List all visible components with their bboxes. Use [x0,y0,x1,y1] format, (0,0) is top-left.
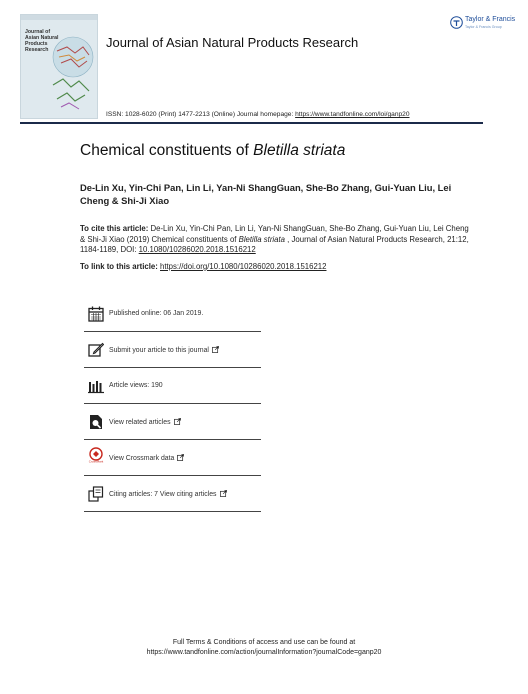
footer-terms-text: Full Terms & Conditions of access and use can be found at [172,639,356,646]
submit-article-link[interactable] [109,346,219,354]
external-link-icon [212,346,219,353]
publisher-name: Taylor & Francis [465,16,516,23]
submit-article-label: Submit your article to this journal [109,347,209,354]
header-rule [20,122,483,124]
submit-article-row[interactable] [84,332,261,368]
search-doc-icon [88,414,104,430]
related-articles-label: View related articles [109,419,171,426]
cover-title: Journal of Asian Natural Products Research [25,29,59,53]
cover-top-bar [21,15,97,20]
publisher-subname: Taylor & Francis Group [465,25,502,29]
citation-doi-link[interactable]: 10.1080/10286020.2018.1516212 [138,245,256,255]
external-link-icon [220,490,227,497]
citing-articles-link[interactable] [109,490,227,498]
journal-cover-image [20,14,98,119]
citing-articles-row[interactable] [84,476,261,512]
crossmark-link[interactable] [109,454,184,462]
citing-articles-label: Citing articles: 7 View citing articles [109,491,217,498]
article-views-label: Article views: 190 [109,382,163,389]
journal-title: Journal of Asian Natural Products Research [106,35,359,50]
external-link-icon [177,454,184,461]
journal-homepage-link[interactable]: https://www.tandfonline.com/loi/ganp20 [295,111,410,118]
related-articles-link[interactable] [109,418,181,426]
citation-species: Bletilla striata [238,234,285,244]
article-doi-link[interactable]: https://doi.org/10.1080/10286020.2018.1516212 [160,262,327,271]
publisher-emblem-icon [450,16,463,29]
row-divider [84,511,261,512]
issn-text: ISSN: 1028-6020 (Print) 1477-2213 (Online) Journal homepage: [106,111,296,118]
published-online-row [84,296,261,332]
article-link-line [80,262,326,271]
cover-molecule-art [49,29,95,115]
article-views-row [84,368,261,404]
crossmark-label: CrossMark [88,459,104,464]
edit-icon [88,342,104,358]
publisher-logo[interactable] [450,14,514,36]
article-title-main: Chemical constituents of [80,142,254,159]
issn-line [106,111,410,118]
article-link-label: To link to this article: [80,262,160,271]
copy-icon [88,486,104,502]
citation-label: To cite this article: [80,224,149,233]
related-articles-row[interactable] [84,404,261,440]
article-title-species: Bletilla striata [253,142,346,159]
article-title [80,142,345,160]
crossmark-row[interactable] [84,440,261,476]
external-link-icon [174,418,181,425]
calendar-icon [88,306,104,322]
citation-block [80,224,475,256]
crossmark-icon [88,446,104,464]
bar-chart-icon [88,378,104,394]
published-online-label: Published online: 06 Jan 2019. [109,310,204,317]
footer [0,638,528,658]
article-authors: De-Lin Xu, Yin-Chi Pan, Lin Li, Yan-Ni ShangGuan, She-Bo Zhang, Gui-Yuan Liu, Lei Cheng & Shi-Ji Xiao [80,182,452,206]
citation-text-1: De-Lin Xu, Yin-Chi Pan, Lin Li, Yan-Ni ShangGuan, She-Bo Zhang, Gui-Yuan Liu, Lei Cheng & Shi-Ji Xiao (2019) Chemical constituents of [80,224,469,244]
crossmark-data-label: View Crossmark data [109,455,175,462]
citation-text-2: , Journal of Asian Natural Products Research, 21:12, 1184-1189, DOI: [80,234,469,255]
footer-terms-link[interactable]: https://www.tandfonline.com/action/journalInformation?journalCode=ganp20 [146,649,382,656]
